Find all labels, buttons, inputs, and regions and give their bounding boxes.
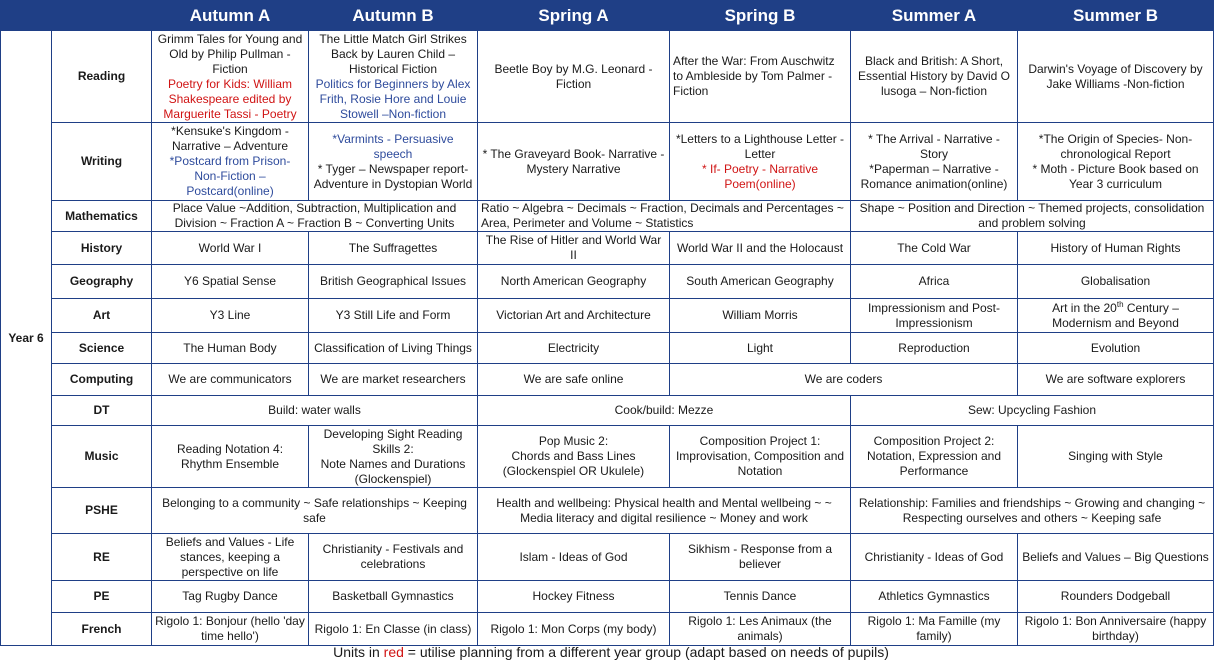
science-spring-a: Electricity <box>478 333 670 364</box>
row-writing <box>1 123 1214 201</box>
history-autumn-a: World War I <box>152 232 309 265</box>
art-summer-a: Impressionism and Post-Impressionism <box>851 299 1018 333</box>
subject-re: RE <box>52 534 152 581</box>
geography-summer-a: Africa <box>851 265 1018 299</box>
writing-autumn-b-line1: *Varmints - Persuasive speech <box>332 131 454 161</box>
science-autumn-a: The Human Body <box>152 333 309 364</box>
writing-autumn-a <box>152 123 309 201</box>
subject-art: Art <box>52 299 152 333</box>
re-autumn-b: Christianity - Festivals and celebrations <box>309 534 478 581</box>
writing-summer-b <box>1018 123 1214 201</box>
row-dt <box>1 396 1214 426</box>
art-spring-b: William Morris <box>670 299 851 333</box>
row-french <box>1 613 1214 646</box>
subject-maths: Mathematics <box>52 201 152 232</box>
art-summer-b-pre: Art in the 20 <box>1052 300 1117 315</box>
row-science <box>1 333 1214 364</box>
writing-autumn-b <box>309 123 478 201</box>
pe-summer-b: Rounders Dodgeball <box>1018 581 1214 613</box>
row-geography <box>1 265 1214 299</box>
row-re <box>1 534 1214 581</box>
reading-summer-a-line2: lusoga – Non-fiction <box>880 84 988 98</box>
pshe-summer: Relationship: Families and friendships ~ Growing and changing ~ Respecting ourselves and others ~ Keeping safe <box>851 488 1214 534</box>
header-corner-subject <box>52 1 152 31</box>
computing-summer-b: We are software explorers <box>1018 364 1214 396</box>
history-summer-b: History of Human Rights <box>1018 232 1214 265</box>
pe-spring-a: Hockey Fitness <box>478 581 670 613</box>
geography-autumn-a: Y6 Spatial Sense <box>152 265 309 299</box>
pshe-spring: Health and wellbeing: Physical health and Mental wellbeing ~ ~ Media literacy and digital resilience ~ Money and work <box>478 488 851 534</box>
reading-summer-a-line1: Black and British: A Short, Essential History by David O <box>857 54 1011 83</box>
music-autumn-b <box>309 426 478 488</box>
writing-summer-a <box>851 123 1018 201</box>
subject-pshe: PSHE <box>52 488 152 534</box>
term-autumn-b: Autumn B <box>309 1 478 31</box>
re-spring-b: Sikhism - Response from a believer <box>670 534 851 581</box>
history-summer-a: The Cold War <box>851 232 1018 265</box>
writing-summer-a-line1: * The Arrival - Narrative - Story <box>868 131 1000 161</box>
reading-autumn-b <box>309 31 478 123</box>
pe-autumn-b: Basketball Gymnastics <box>309 581 478 613</box>
subject-computing: Computing <box>52 364 152 396</box>
music-spring-a-line1: Pop Music 2: <box>538 434 609 448</box>
music-spring-a-line2: Chords and Bass Lines (Glockenspiel OR Ukulele) <box>502 449 645 478</box>
row-maths <box>1 201 1214 232</box>
art-autumn-b: Y3 Still Life and Form <box>309 299 478 333</box>
french-summer-a: Rigolo 1: Ma Famille (my family) <box>851 613 1018 646</box>
row-music <box>1 426 1214 488</box>
art-autumn-a: Y3 Line <box>152 299 309 333</box>
maths-summer: Shape ~ Position and Direction ~ Themed projects, consolidation and problem solving <box>851 201 1214 232</box>
reading-autumn-b-nonfiction: Politics for Beginners by Alex Frith, Rosie Hore and Louie Stowell –Non-fiction <box>315 76 471 121</box>
computing-autumn-b: We are market researchers <box>309 364 478 396</box>
maths-spring: Ratio ~ Algebra ~ Decimals ~ Fraction, Decimals and Percentages ~ Area, Perimeter and Volume ~ Statistics <box>478 201 851 232</box>
music-autumn-a: Reading Notation 4: Rhythm Ensemble <box>152 426 309 488</box>
reading-autumn-b-fiction: The Little Match Girl Strikes Back by Lauren Child – Historical Fiction <box>319 31 467 76</box>
term-spring-b: Spring B <box>670 1 851 31</box>
writing-summer-b-line1: *The Origin of Species- Non-chronological Report <box>1038 131 1193 161</box>
term-autumn-a: Autumn A <box>152 1 309 31</box>
writing-autumn-a-line1: *Kensuke's Kingdom - Narrative – Adventure <box>171 124 289 153</box>
subject-writing: Writing <box>52 123 152 201</box>
footnote-pre: Units in <box>333 644 384 660</box>
term-summer-a: Summer A <box>851 1 1018 31</box>
art-summer-b-post: Century – Modernism and Beyond <box>1052 300 1179 330</box>
science-spring-b: Light <box>670 333 851 364</box>
re-summer-a: Christianity - Ideas of God <box>851 534 1018 581</box>
dt-spring: Cook/build: Mezze <box>478 396 851 426</box>
art-spring-a: Victorian Art and Architecture <box>478 299 670 333</box>
row-history <box>1 232 1214 265</box>
music-autumn-b-line1: Developing Sight Reading Skills 2: <box>323 426 463 456</box>
term-spring-a: Spring A <box>478 1 670 31</box>
subject-music: Music <box>52 426 152 488</box>
computing-autumn-a: We are communicators <box>152 364 309 396</box>
geography-spring-a: North American Geography <box>478 265 670 299</box>
pshe-autumn: Belonging to a community ~ Safe relationships ~ Keeping safe <box>152 488 478 534</box>
header-corner <box>1 1 52 31</box>
reading-spring-b: After the War: From Auschwitz to Ambleside by Tom Palmer - Fiction <box>670 31 851 123</box>
french-autumn-b: Rigolo 1: En Classe (in class) <box>309 613 478 646</box>
row-pe <box>1 581 1214 613</box>
music-spring-a <box>478 426 670 488</box>
computing-spring-a: We are safe online <box>478 364 670 396</box>
science-summer-a: Reproduction <box>851 333 1018 364</box>
row-reading <box>1 31 1214 123</box>
footnote-red-word: red <box>383 644 404 660</box>
writing-autumn-a-line2: *Postcard from Prison- Non-Fiction – Postcard(online) <box>169 154 291 198</box>
subject-history: History <box>52 232 152 265</box>
reading-summer-a <box>851 31 1018 123</box>
subject-dt: DT <box>52 396 152 426</box>
history-spring-a: The Rise of Hitler and World War II <box>478 232 670 265</box>
music-autumn-b-line2: Note Names and Durations (Glockenspiel) <box>320 456 466 486</box>
french-summer-b: Rigolo 1: Bon Anniversaire (happy birthday) <box>1018 613 1214 646</box>
reading-summer-b: Darwin's Voyage of Discovery by Jake Williams -Non-fiction <box>1018 31 1214 123</box>
reading-autumn-a-fiction: Grimm Tales for Young and Old by Philip Pullman - Fiction <box>157 31 303 76</box>
french-autumn-a: Rigolo 1: Bonjour (hello 'day time hello') <box>152 613 309 646</box>
re-autumn-a: Beliefs and Values - Life stances, keeping a perspective on life <box>152 534 309 581</box>
pe-autumn-a: Tag Rugby Dance <box>152 581 309 613</box>
subject-geography: Geography <box>52 265 152 299</box>
dt-summer: Sew: Upcycling Fashion <box>851 396 1214 426</box>
term-summer-b: Summer B <box>1018 1 1214 31</box>
reading-autumn-a-poetry: Poetry for Kids: William Shakespeare edited by Marguerite Tassi - Poetry <box>163 76 297 121</box>
geography-spring-b: South American Geography <box>670 265 851 299</box>
art-summer-b-sup: th <box>1116 299 1124 309</box>
footnote <box>0 644 1222 660</box>
music-summer-a: Composition Project 2: Notation, Expression and Performance <box>851 426 1018 488</box>
row-pshe <box>1 488 1214 534</box>
writing-spring-b-line2: * If- Poetry - Narrative Poem(online) <box>701 161 819 191</box>
maths-autumn: Place Value ~Addition, Subtraction, Multiplication and Division ~ Fraction A ~ Fraction B ~ Converting Units <box>152 201 478 232</box>
subject-science: Science <box>52 333 152 364</box>
subject-french: French <box>52 613 152 646</box>
re-spring-a: Islam - Ideas of God <box>478 534 670 581</box>
subject-reading: Reading <box>52 31 152 123</box>
art-summer-b <box>1018 299 1214 333</box>
writing-spring-b <box>670 123 851 201</box>
pe-spring-b: Tennis Dance <box>670 581 851 613</box>
music-summer-b: Singing with Style <box>1018 426 1214 488</box>
history-autumn-b: The Suffragettes <box>309 232 478 265</box>
footnote-post: = utilise planning from a different year group (adapt based on needs of pupils) <box>403 644 889 660</box>
geography-autumn-b: British Geographical Issues <box>309 265 478 299</box>
pe-summer-a: Athletics Gymnastics <box>851 581 1018 613</box>
re-summer-b: Beliefs and Values – Big Questions <box>1018 534 1214 581</box>
reading-spring-a: Beetle Boy by M.G. Leonard - Fiction <box>478 31 670 123</box>
geography-summer-b: Globalisation <box>1018 265 1214 299</box>
subject-pe: PE <box>52 581 152 613</box>
term-header-row <box>1 1 1214 31</box>
french-spring-a: Rigolo 1: Mon Corps (my body) <box>478 613 670 646</box>
writing-spring-a: * The Graveyard Book- Narrative - Mystery Narrative <box>478 123 670 201</box>
row-computing <box>1 364 1214 396</box>
writing-summer-b-line2: * Moth - Picture Book based on Year 3 curriculum <box>1032 161 1199 191</box>
writing-spring-b-line1: *Letters to a Lighthouse Letter - Letter <box>675 131 845 161</box>
year-label: Year 6 <box>1 31 52 646</box>
french-spring-b: Rigolo 1: Les Animaux (the animals) <box>670 613 851 646</box>
reading-autumn-a <box>152 31 309 123</box>
history-spring-b: World War II and the Holocaust <box>670 232 851 265</box>
writing-summer-a-line2: *Paperman – Narrative - Romance animation(online) <box>860 161 1008 191</box>
music-spring-b: Composition Project 1: Improvisation, Composition and Notation <box>670 426 851 488</box>
dt-autumn: Build: water walls <box>152 396 478 426</box>
science-summer-b: Evolution <box>1018 333 1214 364</box>
row-art <box>1 299 1214 333</box>
computing-spring-b-summer-a: We are coders <box>670 364 1018 396</box>
science-autumn-b: Classification of Living Things <box>309 333 478 364</box>
writing-autumn-b-line2: * Tyger – Newspaper report- Adventure in Dystopian World <box>313 161 473 191</box>
